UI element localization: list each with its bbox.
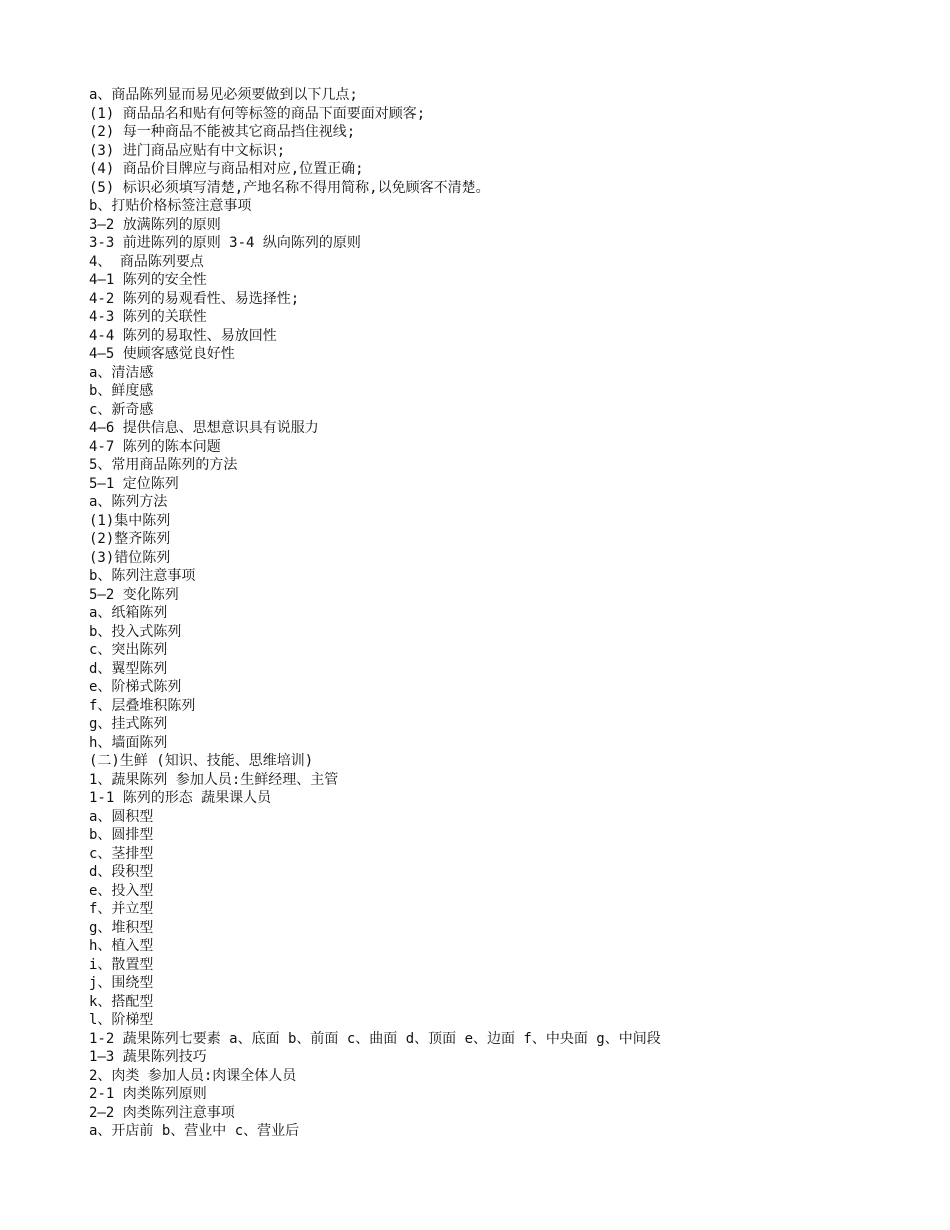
text-line: 1—3 蔬果陈列技巧: [89, 1049, 207, 1065]
text-line: (2)整齐陈列: [89, 531, 171, 547]
text-line: c、茎排型: [89, 845, 154, 862]
text-line: (5) 标识必须填写清楚,产地名称不得用简称,以免顾客不清楚。: [89, 179, 490, 196]
text-line: 1-1 陈列的形态 蔬果课人员: [89, 790, 272, 806]
text-line: (3) 进门商品应贴有中文标识;: [89, 142, 286, 159]
text-line: a、清洁感: [89, 364, 154, 381]
text-line: 3-3 前进陈列的原则 3-4 纵向陈列的原则: [89, 235, 361, 251]
text-line: a、商品陈列显而易见必须要做到以下几点;: [89, 87, 358, 103]
text-line: 4—5 使顾客感觉良好性: [89, 346, 235, 362]
text-line: g、堆积型: [89, 919, 154, 936]
text-line: 4-4 陈列的易取性、易放回性: [89, 327, 277, 344]
text-line: 2、肉类 参加人员:肉课全体人员: [89, 1067, 297, 1084]
text-line: b、鲜度感: [89, 383, 154, 399]
text-line: c、突出陈列: [89, 642, 168, 658]
text-line: (3)错位陈列: [89, 549, 171, 566]
text-line: a、圆积型: [89, 808, 154, 825]
text-line: (1)集中陈列: [89, 512, 171, 529]
text-line: c、新奇感: [89, 401, 154, 418]
text-line: h、植入型: [89, 938, 154, 954]
text-line: 3—2 放满陈列的原则: [89, 216, 221, 233]
text-line: 1-2 蔬果陈列七要素 a、底面 b、前面 c、曲面 d、顶面 e、边面 f、中央面 g、中间段: [89, 1030, 661, 1047]
text-line: (2) 每一种商品不能被其它商品挡住视线;: [89, 124, 356, 140]
text-line: b、陈列注意事项: [89, 568, 196, 584]
text-line: 4—1 陈列的安全性: [89, 272, 207, 288]
text-line: 4、 商品陈列要点: [89, 253, 204, 270]
text-line: 4—6 提供信息、思想意识具有说服力: [89, 420, 319, 436]
text-line: j、围绕型: [89, 975, 154, 991]
text-line: i、散置型: [89, 956, 154, 973]
text-line: a、陈列方法: [89, 494, 168, 510]
text-line: a、开店前 b、营业中 c、营业后: [89, 1123, 300, 1139]
text-line: d、段积型: [89, 864, 154, 880]
text-line: f、并立型: [89, 901, 154, 917]
text-line: 5、常用商品陈列的方法: [89, 457, 238, 473]
text-line: f、层叠堆积陈列: [89, 697, 196, 714]
text-line: 1、蔬果陈列 参加人员:生鲜经理、主管: [89, 771, 339, 788]
text-line: e、阶梯式陈列: [89, 679, 182, 695]
text-line: 4-7 陈列的陈本问题: [89, 438, 221, 455]
text-line: b、打贴价格标签注意事项: [89, 198, 252, 214]
text-line: 5—2 变化陈列: [89, 586, 179, 603]
text-line: k、搭配型: [89, 993, 154, 1010]
text-line: 4-2 陈列的易观看性、易选择性;: [89, 290, 300, 307]
document-page: [89, 86, 929, 1141]
text-line: 2-1 肉类陈列原则: [89, 1086, 207, 1102]
text-line: a、纸箱陈列: [89, 605, 168, 621]
text-line: (1) 商品品名和贴有何等标签的商品下面要面对顾客;: [89, 105, 426, 122]
text-line: l、阶梯型: [89, 1012, 154, 1028]
text-line: (4) 商品价目牌应与商品相对应,位置正确;: [89, 161, 364, 177]
text-line: 5—1 定位陈列: [89, 475, 179, 492]
text-line: 4-3 陈列的关联性: [89, 309, 207, 325]
text-line: (二)生鲜 (知识、技能、思维培训): [89, 753, 314, 769]
text-line: e、投入型: [89, 882, 154, 899]
text-line: d、翼型陈列: [89, 660, 168, 677]
text-line: b、投入式陈列: [89, 623, 182, 640]
text-line: 2—2 肉类陈列注意事项: [89, 1104, 235, 1121]
text-line: b、圆排型: [89, 827, 154, 843]
text-line: g、挂式陈列: [89, 716, 168, 732]
text-line: h、墙面陈列: [89, 734, 168, 751]
